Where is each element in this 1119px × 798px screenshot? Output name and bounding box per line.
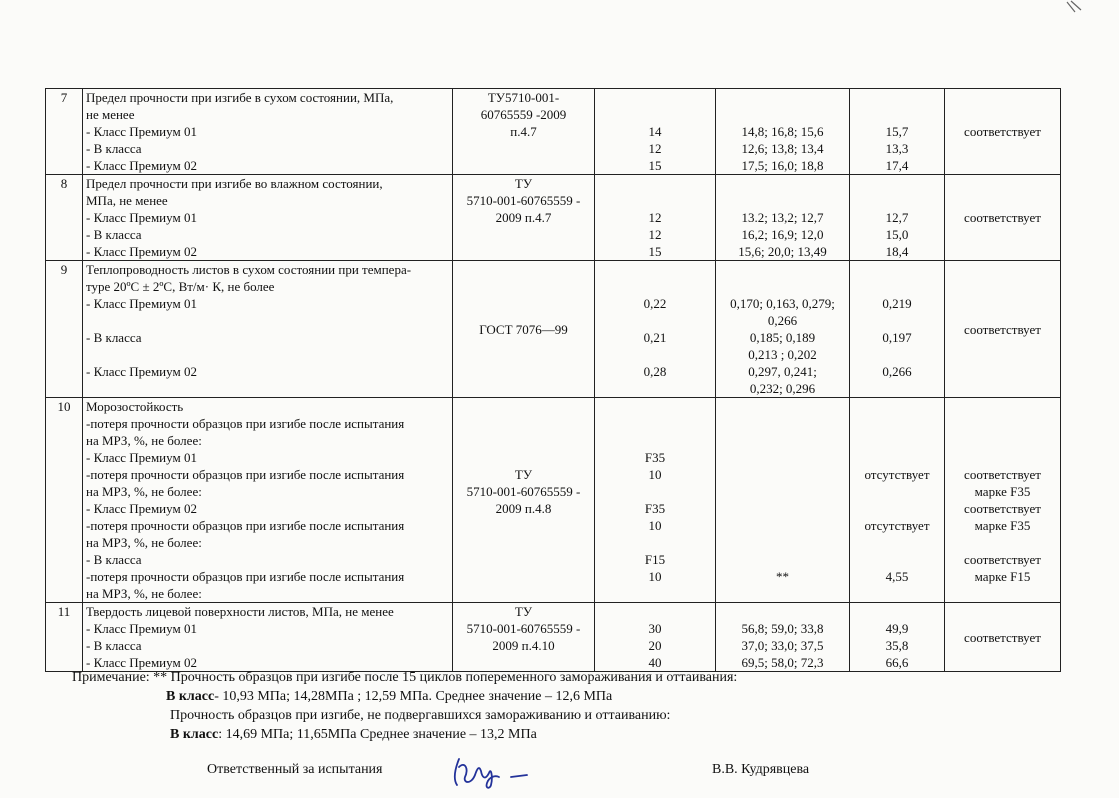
row-number: 10 xyxy=(46,398,83,603)
norm-values: 14 12 15 xyxy=(595,89,716,175)
test-method: ТУ 5710-001-60765559 - 2009 п.4.8 xyxy=(453,398,595,603)
average-values: 49,9 35,8 66,6 xyxy=(850,603,945,672)
note-line: В класс: 14,69 МПа; 11,65МПа Среднее значение – 13,2 МПа xyxy=(170,727,537,742)
conclusion: соответствует xyxy=(945,89,1061,175)
handwritten-signature-icon xyxy=(445,755,535,791)
average-values: отсутствует отсутствует 4,55 xyxy=(850,398,945,603)
test-method: ТУ 5710-001-60765559 - 2009 п.4.7 xyxy=(453,175,595,261)
actual-values: 13.2; 13,2; 12,7 16,2; 16,9; 12,0 15,6; 20,0; 13,49 xyxy=(716,175,850,261)
table-row xyxy=(46,398,1061,603)
actual-values: 56,8; 59,0; 33,8 37,0; 33,0; 37,5 69,5; 58,0; 72,3 xyxy=(716,603,850,672)
table-row xyxy=(46,603,1061,672)
notes-section xyxy=(72,668,1072,744)
note-line: Примечание: ** Прочность образцов при изгибе после 15 циклов попеременного замораживания и оттаивания: xyxy=(72,670,738,685)
norm-values: 30 20 40 xyxy=(595,603,716,672)
test-results-table xyxy=(45,88,1061,672)
norm-values: 0,22 0,21 0,28 xyxy=(595,261,716,398)
table-row xyxy=(46,261,1061,398)
property-description: Твердость лицевой поверхности листов, МПа, не менее - Класс Премиум 01 - В класса - Класс Премиум 02 xyxy=(83,603,453,672)
scan-mark-icon xyxy=(1065,0,1085,14)
row-number: 11 xyxy=(46,603,83,672)
norm-values: 12 12 15 xyxy=(595,175,716,261)
conclusion: соответствует xyxy=(945,175,1061,261)
norm-values: F35 10 F35 10 F15 10 xyxy=(595,398,716,603)
note-line: В класс- 10,93 МПа; 14,28МПа ; 12,59 МПа. Среднее значение – 12,6 МПа xyxy=(166,689,613,704)
property-description: Предел прочности при изгибе во влажном состоянии, МПа, не менее - Класс Премиум 01 - В класса - Класс Премиум 02 xyxy=(83,175,453,261)
row-number: 7 xyxy=(46,89,83,175)
table-row xyxy=(46,89,1061,175)
signatory-name: В.В. Кудрявцева xyxy=(712,762,810,777)
actual-values: 14,8; 16,8; 15,6 12,6; 13,8; 13,4 17,5; 16,0; 18,8 xyxy=(716,89,850,175)
note-line: Прочность образцов при изгибе, не подвергавшихся замораживанию и оттаиванию: xyxy=(170,708,671,723)
test-method: ТУ5710-001- 60765559 -2009 п.4.7 xyxy=(453,89,595,175)
row-number: 8 xyxy=(46,175,83,261)
average-values: 0,219 0,197 0,266 xyxy=(850,261,945,398)
row-number: 9 xyxy=(46,261,83,398)
actual-values: ** xyxy=(716,398,850,603)
property-description: Теплопроводность листов в сухом состоянии при темпера- туре 20ºС ± 2ºС, Вт/м· К, не более - Класс Премиум 01 - В класса - Класс Премиум 02 xyxy=(83,261,453,398)
signature-label: Ответственный за испытания xyxy=(207,762,383,777)
test-method: ГОСТ 7076—99 xyxy=(453,261,595,398)
conclusion: соответствует xyxy=(945,261,1061,398)
property-description: Предел прочности при изгибе в сухом состоянии, МПа, не менее - Класс Премиум 01 - В класса - Класс Премиум 02 xyxy=(83,89,453,175)
table-row xyxy=(46,175,1061,261)
actual-values: 0,170; 0,163, 0,279; 0,266 0,185; 0,189 0,213 ; 0,202 0,297, 0,241; 0,232; 0,296 xyxy=(716,261,850,398)
test-method: ТУ 5710-001-60765559 - 2009 п.4.10 xyxy=(453,603,595,672)
signature-row xyxy=(0,755,1119,795)
conclusion: соответствует xyxy=(945,603,1061,672)
conclusion: соответствует марке F35 соответствует марке F35 соответствует марке F15 xyxy=(945,398,1061,603)
property-description: Морозостойкость -потеря прочности образцов при изгибе после испытания на МРЗ, %, не более: - Класс Премиум 01 -потеря прочности образцов при изгибе после испытания на МРЗ, %, не более: - Класс Премиум 02 -потеря прочности образцов при изгибе после испытания на МРЗ, %, не более: - В класса -потеря прочности образцов при изгибе после испытания на МРЗ, %, не более: xyxy=(83,398,453,603)
average-values: 12,7 15,0 18,4 xyxy=(850,175,945,261)
average-values: 15,7 13,3 17,4 xyxy=(850,89,945,175)
